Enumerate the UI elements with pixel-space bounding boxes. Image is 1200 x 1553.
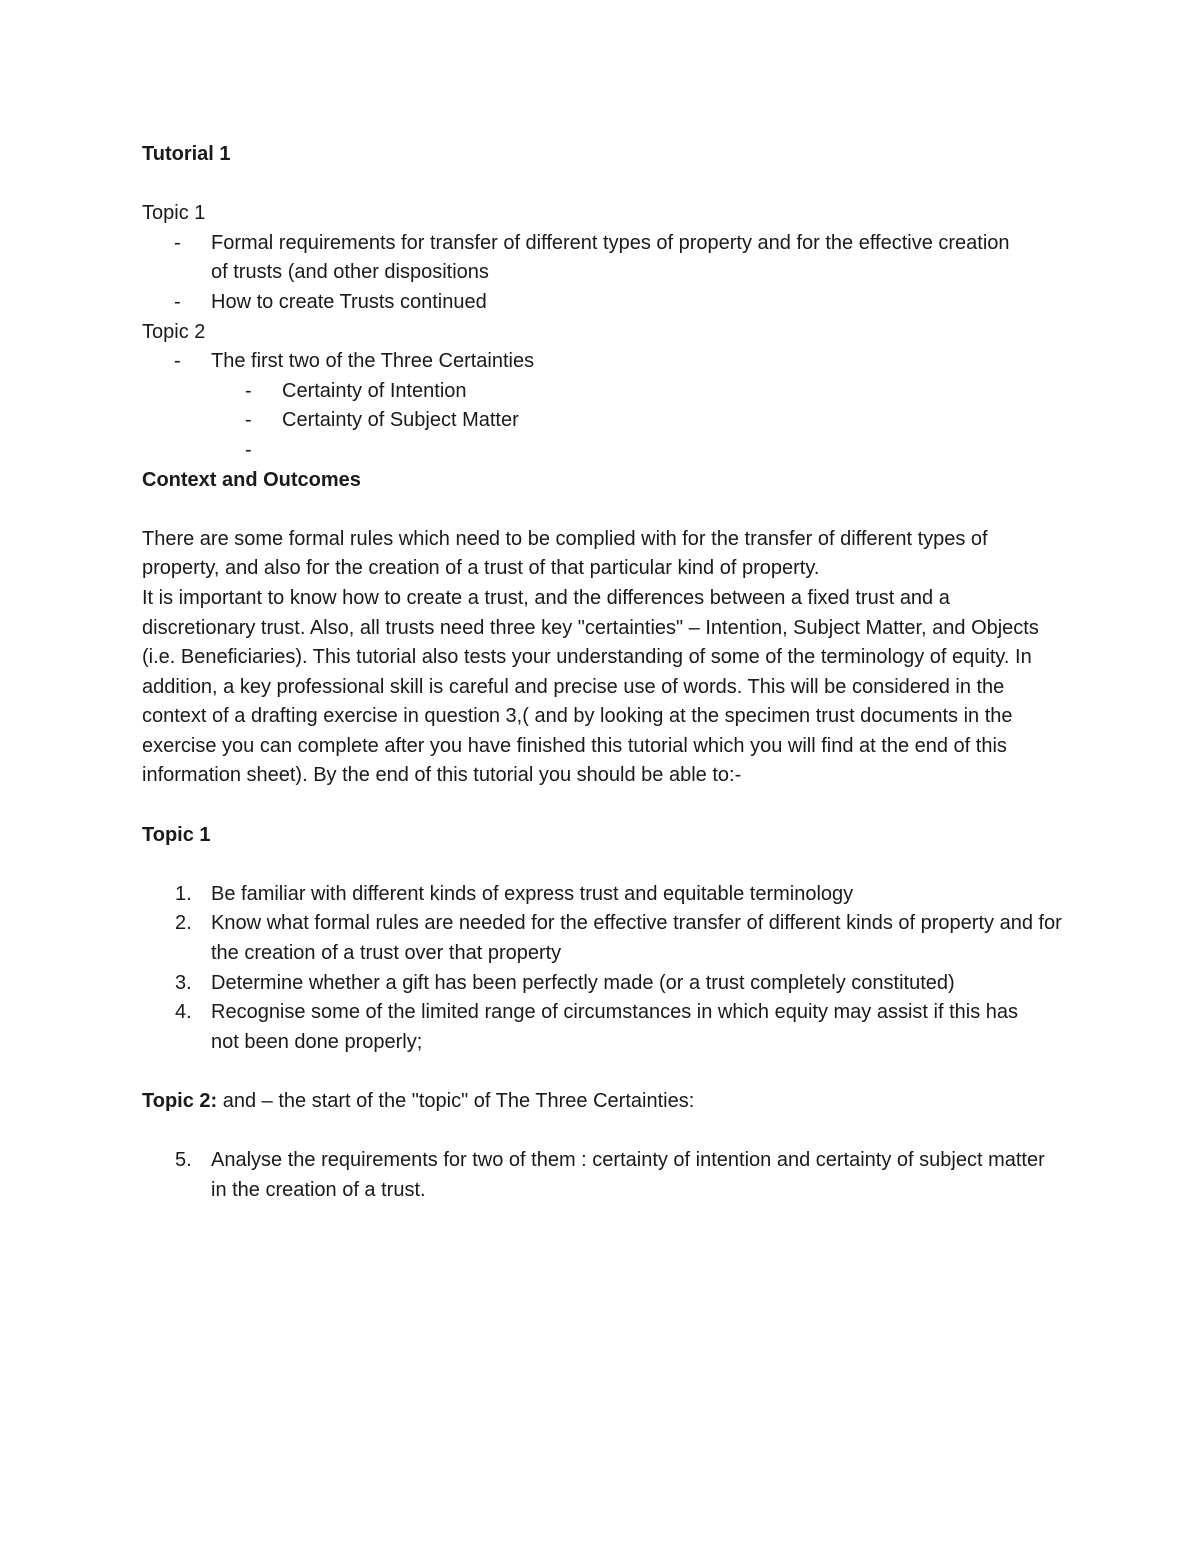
topic2-label: Topic 2	[142, 320, 206, 343]
item-number: 5.	[175, 1149, 192, 1172]
spacer	[142, 791, 1072, 821]
list-item-text: How to create Trusts continued	[211, 290, 487, 313]
list-item	[142, 229, 1072, 288]
numbered-item	[142, 880, 1072, 910]
list-item-text: Formal requirements for transfer of different types of property and for the effective creation of trusts (and other dispositions	[211, 231, 1010, 284]
list-item	[142, 288, 1072, 318]
context-paragraph: It is important to know how to create a trust, and the differences between a fixed trust and a discretionary trust. Also, all trusts need three key "certainties" – Intention, Subject Matter, and Objects (i.e. Beneficiaries). This tutorial also tests your understanding of some of the terminology of equity. In addition, a key professional skill is careful and precise use of words. This will be considered in the context of a drafting exercise in question 3,( and by looking at the specimen trust documents in the exercise you can complete after you have finished this tutorial which you will find at the end of this information sheet). By the end of this tutorial you should be able to:-	[142, 586, 1039, 787]
item-number: 3.	[175, 971, 192, 994]
list-item-text: The first two of the Three Certainties	[211, 350, 535, 373]
numbered-item	[142, 1146, 1072, 1205]
context-heading: Context and Outcomes	[142, 468, 361, 491]
item-number: 2.	[175, 912, 192, 935]
spacer	[142, 850, 1072, 880]
item-text: Determine whether a gift has been perfectly made (or a trust completely constituted)	[211, 971, 955, 994]
spacer	[142, 1057, 1072, 1087]
sub-list-item	[142, 406, 1072, 436]
sub-list-item-text	[282, 436, 1072, 466]
outcomes-topic2-intro: and – the start of the "topic" of The Three Certainties:	[217, 1090, 695, 1112]
topic1-label: Topic 1	[142, 202, 206, 225]
item-text: Recognise some of the limited range of circumstances in which equity may assist if this has not been done properly;	[211, 1001, 1019, 1053]
sub-list-item	[142, 377, 1072, 407]
item-text: Analyse the requirements for two of them : certainty of intention and certainty of subject matter in the creation of a trust.	[211, 1149, 1045, 1201]
dash-marker: -	[174, 231, 181, 254]
item-number: 1.	[175, 882, 192, 905]
dash-marker: -	[245, 409, 252, 432]
list-item	[142, 347, 1072, 377]
item-text: Be familiar with different kinds of express trust and equitable terminology	[211, 882, 854, 905]
sub-list-item-text: Certainty of Subject Matter	[282, 409, 519, 432]
outcomes-topic1-heading: Topic 1	[142, 823, 211, 846]
spacer	[142, 1117, 1072, 1147]
spacer	[142, 495, 1072, 525]
numbered-item	[142, 909, 1072, 968]
sub-list-item-text: Certainty of Intention	[282, 379, 467, 402]
page-title: Tutorial 1	[142, 143, 231, 165]
dash-marker: -	[174, 350, 181, 373]
dash-marker: -	[174, 290, 181, 313]
numbered-item	[142, 969, 1072, 999]
item-number: 4.	[175, 1001, 192, 1024]
document-page	[142, 140, 1072, 1205]
context-paragraph: There are some formal rules which need to be complied with for the transfer of different types of property, and also for the creation of a trust of that particular kind of property.	[142, 527, 988, 580]
sub-list-item	[142, 436, 1072, 466]
dash-marker: -	[245, 379, 252, 402]
numbered-item	[142, 998, 1072, 1057]
outcomes-topic2-line	[142, 1087, 1072, 1117]
dash-marker: -	[245, 438, 252, 461]
item-text: Know what formal rules are needed for the effective transfer of different kinds of property and for the creation of a trust over that property	[211, 912, 1062, 965]
spacer	[142, 170, 1072, 200]
outcomes-topic2-heading: Topic 2:	[142, 1090, 218, 1112]
